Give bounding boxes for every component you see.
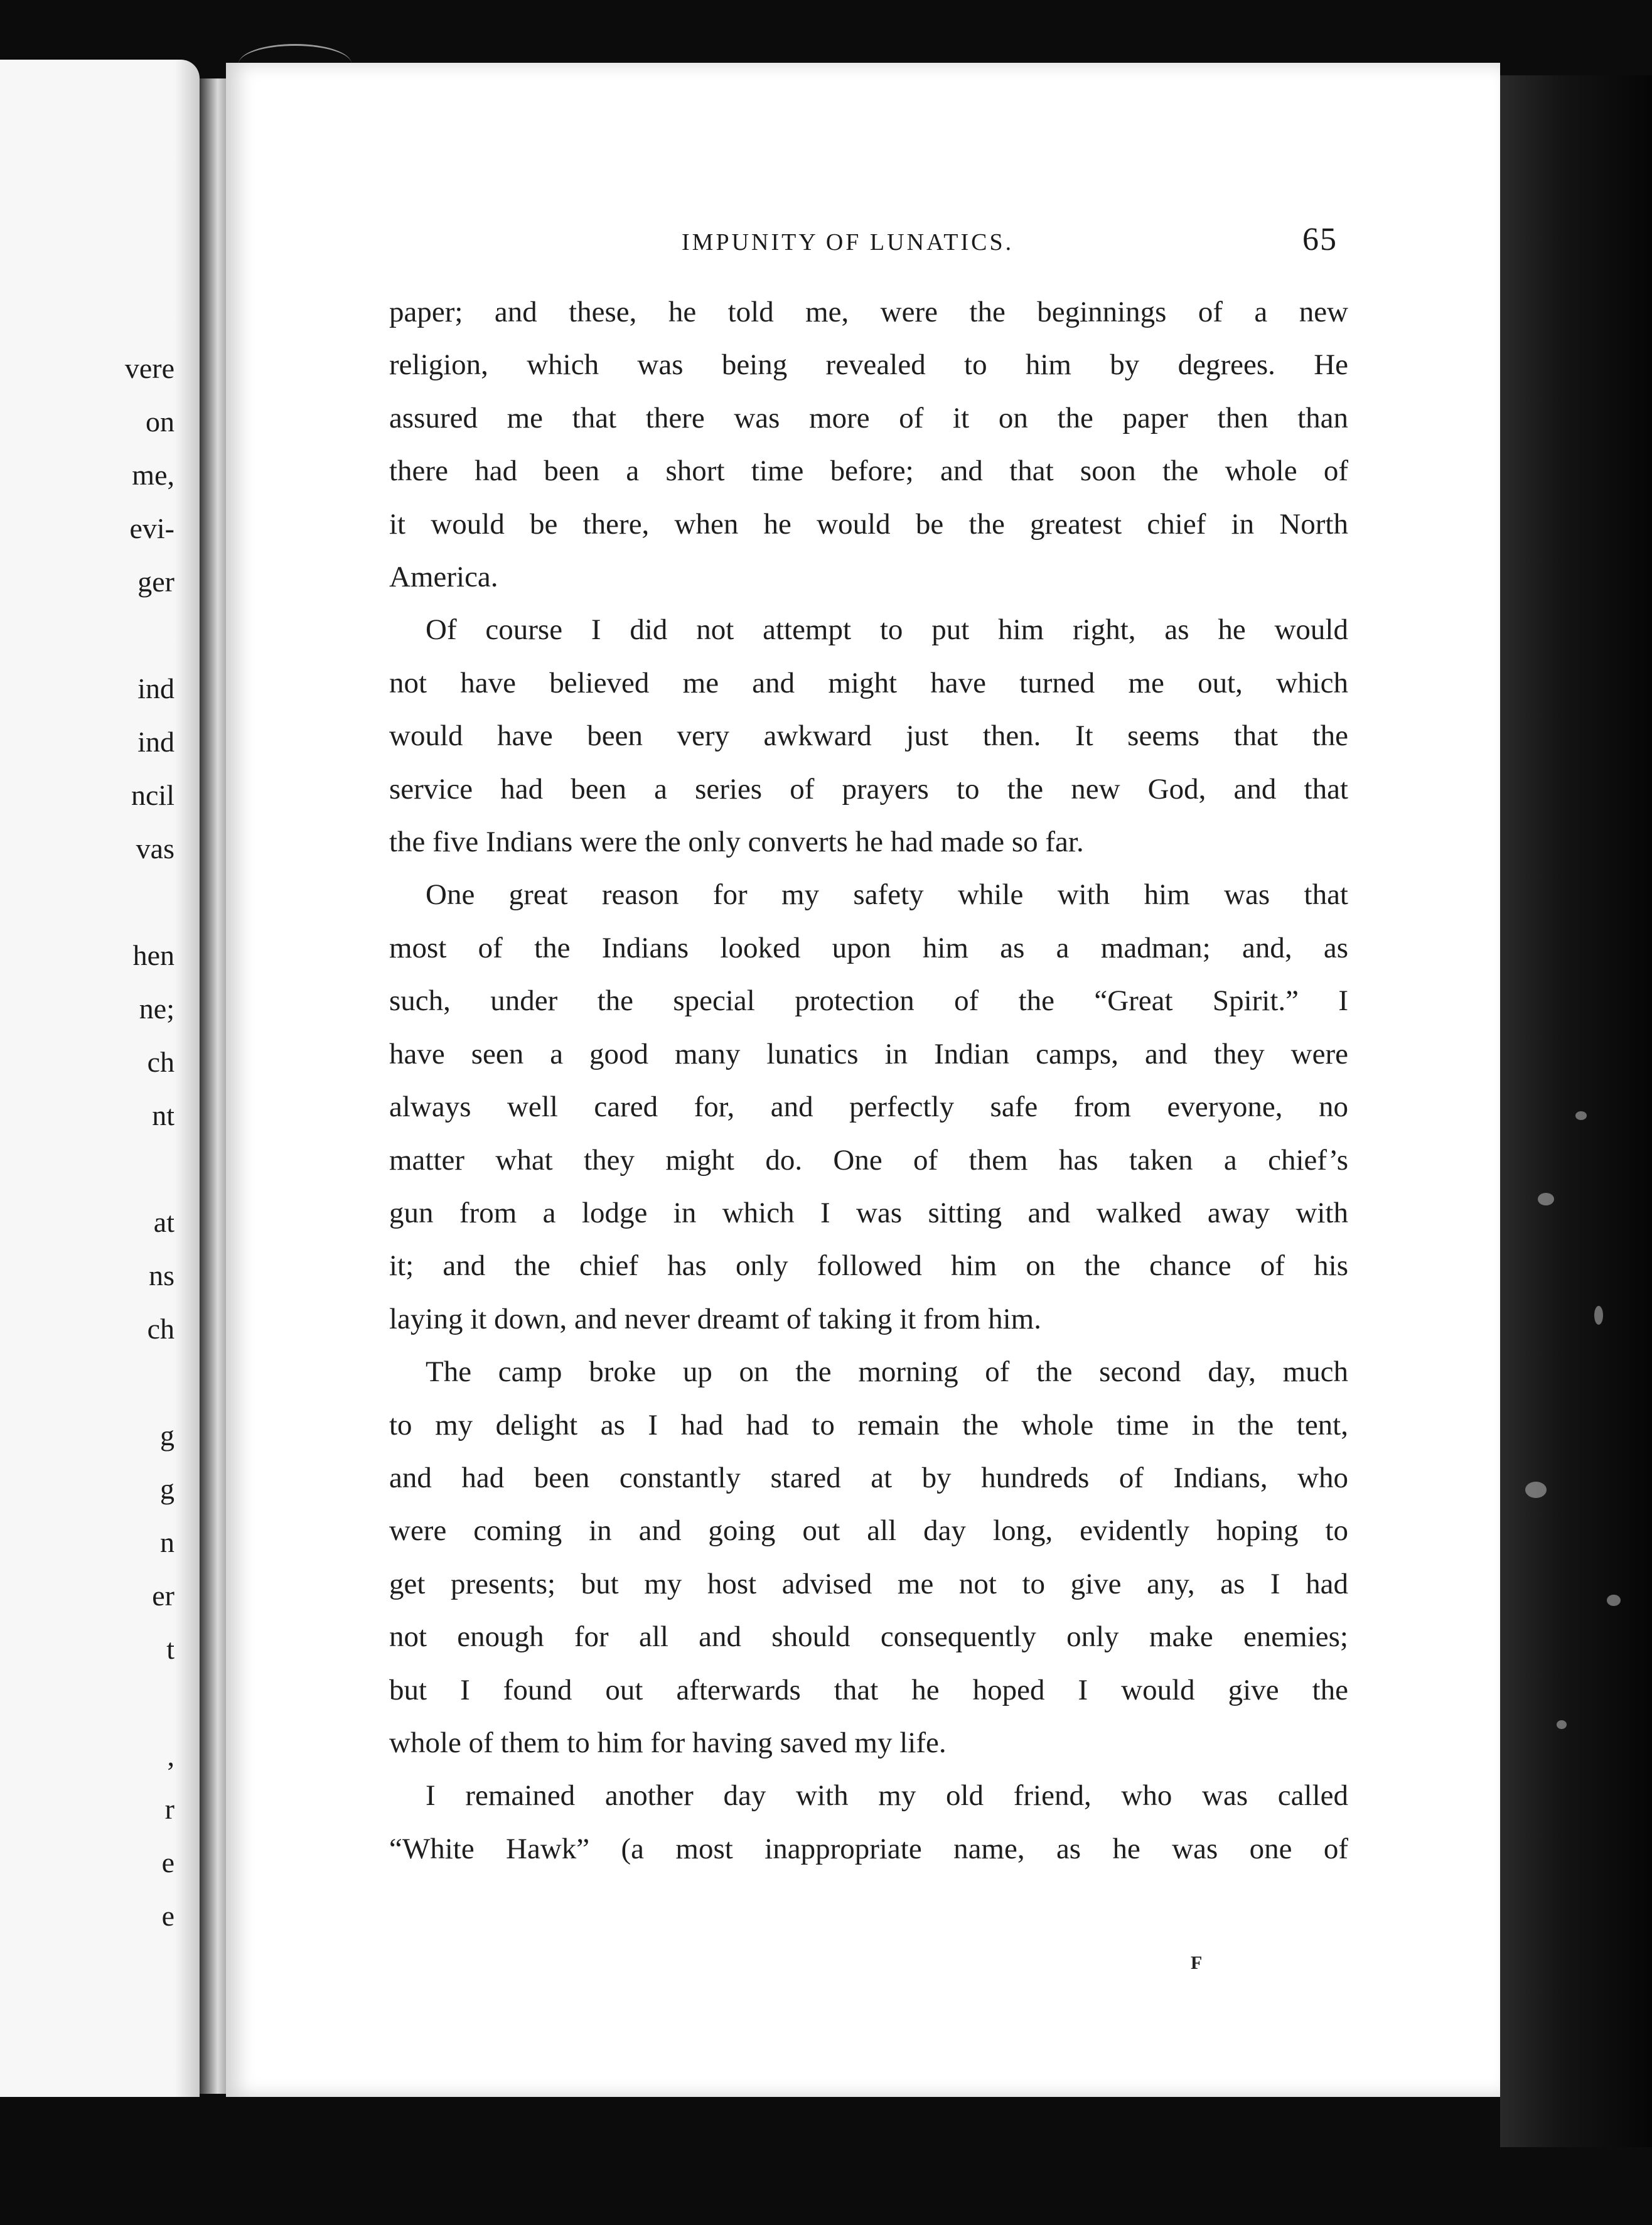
paragraph [389,1345,1348,1769]
text-line: it; and the chief has only followed him on the chance of his [389,1249,1348,1283]
left-page-fragment: vere [124,352,174,384]
text-line: “White Hawk” (a most inappropriate name, as he was one of [389,1832,1348,1865]
text-line: most of the Indians looked upon him as a madman; and, as [389,931,1348,964]
left-page-fragment: n [160,1526,174,1558]
book-spine [200,78,230,2094]
paragraph [389,603,1348,868]
left-page-fragment: ns [149,1259,174,1291]
left-page-fragment: e [161,1846,174,1878]
left-page-fragment: e [161,1900,174,1932]
left-page-fragment: at [153,1206,174,1238]
text-line: have seen a good many lunatics in Indian camps, and they were [389,1037,1348,1070]
signature-mark: F [1191,1953,1203,1973]
left-page-fragment: ncil [131,779,174,811]
paragraph [389,868,1348,1345]
left-page-fragment: nt [152,1099,174,1131]
left-page-fragment: g [160,1473,174,1505]
body-text [389,286,1348,1875]
left-page-fragment: r [164,1793,174,1825]
left-page-fragment: g [160,1420,174,1452]
book-cover-edge [1500,75,1652,2147]
text-line: whole of them to him for having saved my life. [389,1726,947,1759]
left-page-fragment: ind [137,726,174,758]
left-page-fragment: t [166,1633,174,1665]
text-line: such, under the special protection of the “Great Spirit.” I [389,984,1348,1018]
text-line: and had been constantly stared at by hundreds of Indians, who [389,1461,1348,1494]
text-line: assured me that there was more of it on the paper then than [389,401,1348,434]
text-line: it would be there, when he would be the greatest chief in North [389,507,1348,541]
left-page [0,60,200,2097]
text-line: service had been a series of prayers to the new God, and that [389,772,1348,805]
left-page-fragment: er [152,1580,174,1612]
text-line: gun from a lodge in which I was sitting and walked away with [389,1196,1348,1229]
left-page-fragment: , [167,1740,174,1772]
text-line: to my delight as I had had to remain the whole time in the tent, [389,1408,1348,1441]
running-head-title: IMPUNITY OF LUNATICS. [682,229,1014,256]
left-page-fragment: vas [136,832,174,865]
text-line: matter what they might do. One of them has taken a chief’s [389,1143,1348,1177]
text-line: but I found out afterwards that he hoped I would give the [389,1673,1348,1706]
text-line: were coming in and going out all day long, evidently hoping to [389,1514,1348,1548]
text-line: would have been very awkward just then. It seems that the [389,719,1348,753]
left-page-fragment: hen [132,939,174,971]
text-line: the five Indians were the only converts he had made so far. [389,826,1084,859]
text-line: paper; and these, he told me, were the beginnings of a new [389,296,1348,328]
left-page-fragment: ind [137,672,174,704]
text-line: always well cared for, and perfectly safe from everyone, no [389,1091,1348,1124]
left-page-text-fragments [0,60,200,2097]
text-line: laying it down, and never dreamt of taking it from him. [389,1302,1041,1335]
text-line: The camp broke up on the morning of the second day, much [426,1355,1348,1389]
left-page-fragment: ch [147,1046,174,1078]
text-line: Of course I did not attempt to put him right, as he would [426,613,1348,647]
page-number: 65 [1302,222,1338,257]
text-line: America. [389,561,498,594]
right-page [226,63,1500,2097]
left-page-fragment: ch [147,1313,174,1345]
text-line: religion, which was being revealed to him by degrees. He [389,348,1348,382]
left-page-fragment: on [146,406,174,438]
text-line: I remained another day with my old friend, who was called [426,1779,1348,1813]
paragraph [389,1769,1348,1875]
text-line: not enough for all and should consequently only make enemies; [389,1620,1348,1654]
left-page-fragment: evi- [129,512,174,544]
paragraph [389,286,1348,603]
gutter-shadow [174,60,200,2097]
left-page-fragment: ger [137,566,174,598]
text-line: One great reason for my safety while with him was that [426,878,1348,912]
text-line: there had been a short time before; and that soon the whole of [389,455,1348,488]
left-page-fragment: ne; [139,993,174,1025]
text-line: get presents; but my host advised me not to give any, as I had [389,1567,1348,1600]
text-line: not have believed me and might have turned me out, which [389,666,1348,699]
left-page-fragment: me, [132,459,174,491]
